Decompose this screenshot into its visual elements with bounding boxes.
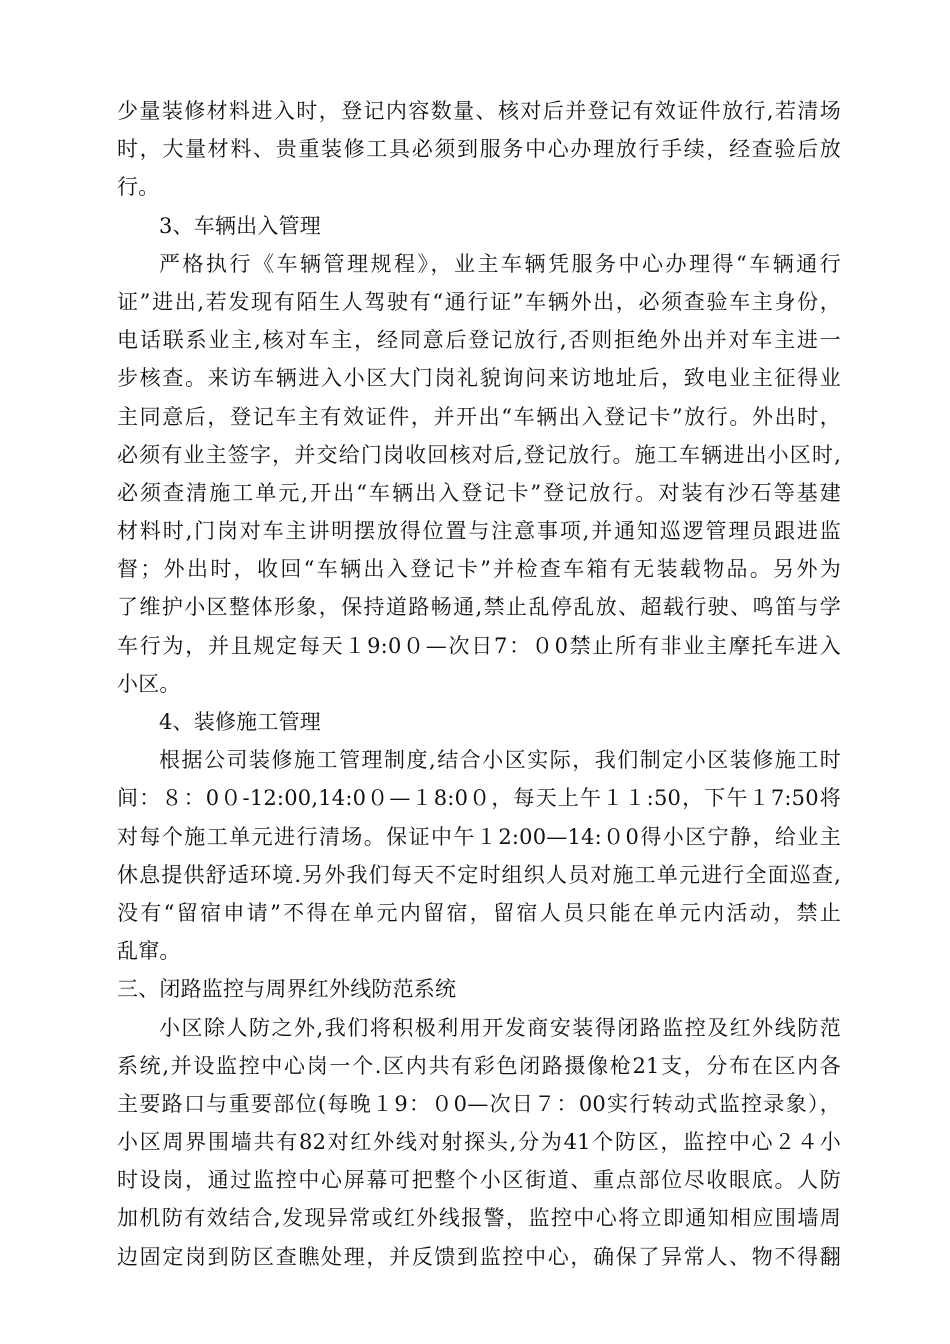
text-line: 主要路口与重要部位(每晚１9：０0—次日７：00实行转动式监控录象），: [117, 1091, 841, 1116]
text-line: 休息提供舒适环境.另外我们每天不定时组织人员对施工单元进行全面巡查,: [117, 862, 841, 887]
text-line: 乱窜。: [117, 939, 181, 964]
section-heading-cctv-infrared: 三、闭路监控与周界红外线防范系统: [117, 977, 457, 1002]
document-page: [117, 92, 841, 1276]
text-line: 对每个施工单元进行清场。保证中午１2:00—14:０0得小区宁静，给业主: [117, 824, 841, 849]
text-line: 时设岗，通过监控中心屏幕可把整个小区街道、重点部位尽收眼底。人防: [117, 1168, 841, 1193]
text-line: 时，大量材料、贵重装修工具必须到服务中心办理放行手续，经查验后放: [117, 137, 841, 162]
text-line: 小区。: [117, 671, 181, 696]
text-line: 必须查清施工单元,开出“车辆出入登记卡”登记放行。对装有沙石等基建: [117, 480, 841, 505]
text-line: 少量装修材料进入时，登记内容数量、核对后并登记有效证件放行,若清场: [117, 99, 841, 123]
text-line: 间：８：0０-12:00,14:0０—１8:0０，每天上午１１:50，下午１7:50将: [117, 786, 841, 811]
section-heading-renovation-management: 4、装修施工管理: [159, 710, 321, 734]
paragraph-renovation-management: [117, 741, 841, 970]
text-line: 行。: [117, 175, 160, 200]
paragraph-cctv-infrared: [117, 1009, 841, 1276]
text-line: 了维护小区整体形象，保持道路畅通,禁止乱停乱放、超载行驶、鸣笛与学: [117, 595, 841, 620]
text-line: 证”进出,若发现有陌生人驾驶有“通行证”车辆外出，必须查验车主身份，: [117, 289, 841, 314]
paragraph-materials-release: [117, 92, 841, 207]
text-line: 电话联系业主,核对车主，经同意后登记放行,否则拒绝外出并对车主进一: [117, 328, 841, 353]
text-line: 系统,并设监控中心岗一个.区内共有彩色闭路摄像枪21支，分布在区内各: [117, 1053, 841, 1078]
text-line: 没有“留宿申请”不得在单元内留宿，留宿人员只能在单元内活动，禁止: [117, 900, 841, 925]
text-line: 根据公司装修施工管理制度,结合小区实际，我们制定小区装修施工时: [159, 748, 841, 773]
text-line: 车行为，并且规定每天１9:0０—次日7：０0禁止所有非业主摩托车进入: [117, 633, 841, 658]
section-heading-vehicle-management: 3、车辆出入管理: [159, 213, 321, 238]
text-line: 必须有业主签字，并交给门岗收回核对后,登记放行。施工车辆进出小区时,: [117, 442, 841, 467]
text-line: 加机防有效结合,发现异常或红外线报警，监控中心将立即通知相应围墙周: [117, 1206, 841, 1231]
text-line: 步核查。来访车辆进入小区大门岗礼貌询问来访地址后，致电业主征得业: [117, 366, 841, 391]
text-line: 小区除人防之外,我们将积极利用开发商安装得闭路监控及红外线防范: [159, 1015, 841, 1040]
text-line: 严格执行《车辆管理规程》，业主车辆凭服务中心办理得“车辆通行: [159, 251, 841, 276]
text-line: 材料时,门岗对车主讲明摆放得位置与注意事项,并通知巡逻管理员跟进监: [117, 519, 841, 544]
text-line: 督；外出时，收回“车辆出入登记卡”并检查车箱有无装载物品。另外为: [117, 557, 841, 582]
paragraph-vehicle-management: [117, 245, 841, 703]
text-line: 主同意后，登记车主有效证件，并开出“车辆出入登记卡”放行。外出时，: [117, 404, 841, 429]
text-line: 小区周界围墙共有82对红外线对射探头,分为41个防区，监控中心２４小: [117, 1130, 841, 1155]
text-line: 边固定岗到防区查瞧处理，并反馈到监控中心，确保了异常人、物不得翻: [117, 1244, 841, 1269]
